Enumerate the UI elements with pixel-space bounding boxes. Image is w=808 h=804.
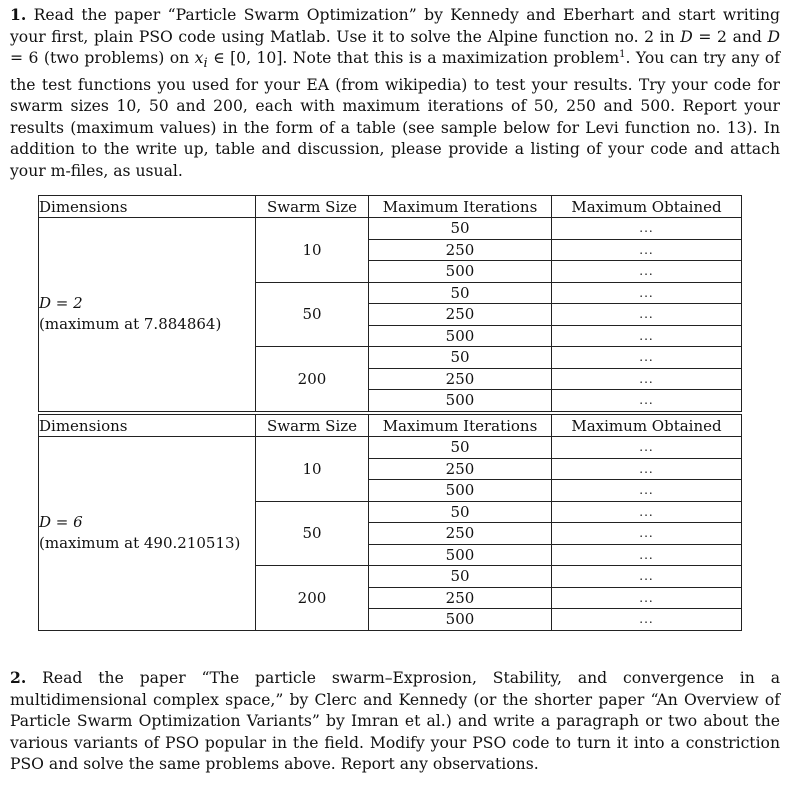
- max-iterations-cell: 250: [369, 239, 552, 261]
- header-max-iterations: Maximum Iterations: [369, 415, 552, 437]
- problem-1-number: 1.: [10, 5, 27, 24]
- problem-2-text: [10, 667, 780, 776]
- max-obtained-cell: ...: [552, 566, 742, 588]
- swarm-size-cell: 200: [256, 566, 369, 631]
- dimension-cell: [39, 218, 256, 412]
- max-obtained-cell: ...: [552, 437, 742, 459]
- max-obtained-cell: ...: [552, 282, 742, 304]
- swarm-size-cell: 200: [256, 347, 369, 412]
- dimension-label: D = 2: [39, 294, 83, 313]
- table-row: [39, 218, 742, 240]
- swarm-size-cell: 50: [256, 282, 369, 347]
- table-header-row: [39, 196, 742, 218]
- max-obtained-cell: ...: [552, 239, 742, 261]
- header-max-obtained: Maximum Obtained: [552, 196, 742, 218]
- header-swarm-size: Swarm Size: [256, 196, 369, 218]
- max-iterations-cell: 500: [369, 480, 552, 502]
- max-iterations-cell: 500: [369, 544, 552, 566]
- header-dimensions: Dimensions: [39, 415, 256, 437]
- max-iterations-cell: 50: [369, 282, 552, 304]
- header-dimensions: Dimensions: [39, 196, 256, 218]
- max-obtained-cell: ...: [552, 458, 742, 480]
- max-obtained-cell: ...: [552, 480, 742, 502]
- max-iterations-cell: 50: [369, 218, 552, 240]
- header-swarm-size: Swarm Size: [256, 415, 369, 437]
- max-iterations-cell: 250: [369, 523, 552, 545]
- results-table-d6: [38, 414, 742, 631]
- max-obtained-cell: ...: [552, 347, 742, 369]
- dimension-note: (maximum at 490.210513): [39, 534, 241, 553]
- problem-2: [10, 667, 780, 776]
- dimension-note: (maximum at 7.884864): [39, 315, 222, 334]
- swarm-size-cell: 10: [256, 437, 369, 502]
- dimension-cell: [39, 437, 256, 631]
- max-obtained-cell: ...: [552, 368, 742, 390]
- max-iterations-cell: 50: [369, 437, 552, 459]
- header-max-obtained: Maximum Obtained: [552, 415, 742, 437]
- table-row: [39, 437, 742, 459]
- max-iterations-cell: 500: [369, 261, 552, 283]
- problem-1-body: Read the paper “Particle Swarm Optimization” by Kennedy and Eberhart and start writing your first, plain PSO code using Matlab. Use it to solve the Alpine function no. 2 in D = 2 and D = 6 (two problems) on $x_i$ ∈ [0, 10]. Note that this is a maximization problem$^1$. You can try any of the test functions you used for your EA (from wikipedia) to test your results. Try your code for swarm sizes 10, 50 and 200, each with maximum iterations of 50, 250 and 500. Report your results (maximum values) in the form of a table (see sample below for Levi function no. 13). In addition to the write up, table and discussion, please provide a listing of your code and attach your m-files, as usual.: [10, 6, 781, 180]
- max-iterations-cell: 50: [369, 501, 552, 523]
- max-obtained-cell: ...: [552, 304, 742, 326]
- max-iterations-cell: 500: [369, 390, 552, 412]
- max-iterations-cell: 250: [369, 458, 552, 480]
- max-iterations-cell: 250: [369, 368, 552, 390]
- max-iterations-cell: 500: [369, 325, 552, 347]
- problem-1-text: [10, 4, 780, 182]
- max-obtained-cell: ...: [552, 501, 742, 523]
- dimension-label: D = 6: [39, 513, 83, 532]
- max-obtained-cell: ...: [552, 390, 742, 412]
- problem-1: [10, 4, 780, 182]
- max-iterations-cell: 50: [369, 347, 552, 369]
- max-obtained-cell: ...: [552, 609, 742, 631]
- max-obtained-cell: ...: [552, 325, 742, 347]
- max-iterations-cell: 500: [369, 609, 552, 631]
- problem-2-body: Read the paper “The particle swarm–Exprosion, Stability, and convergence in a multidimensional complex space,” by Clerc and Kennedy (or the shorter paper “An Overview of Particle Swarm Optimization Variants” by Imran et al.) and write a paragraph or two about the various variants of PSO popular in the field. Modify your PSO code to turn it into a constriction PSO and solve the same problems above. Report any observations.: [10, 669, 780, 773]
- table-header-row: [39, 415, 742, 437]
- swarm-size-cell: 10: [256, 218, 369, 283]
- max-obtained-cell: ...: [552, 523, 742, 545]
- max-obtained-cell: ...: [552, 587, 742, 609]
- problem-2-number: 2.: [10, 668, 27, 687]
- max-obtained-cell: ...: [552, 544, 742, 566]
- max-iterations-cell: 250: [369, 304, 552, 326]
- header-max-iterations: Maximum Iterations: [369, 196, 552, 218]
- max-iterations-cell: 50: [369, 566, 552, 588]
- max-obtained-cell: ...: [552, 218, 742, 240]
- max-iterations-cell: 250: [369, 587, 552, 609]
- results-table-d2: [38, 195, 742, 412]
- max-obtained-cell: ...: [552, 261, 742, 283]
- swarm-size-cell: 50: [256, 501, 369, 566]
